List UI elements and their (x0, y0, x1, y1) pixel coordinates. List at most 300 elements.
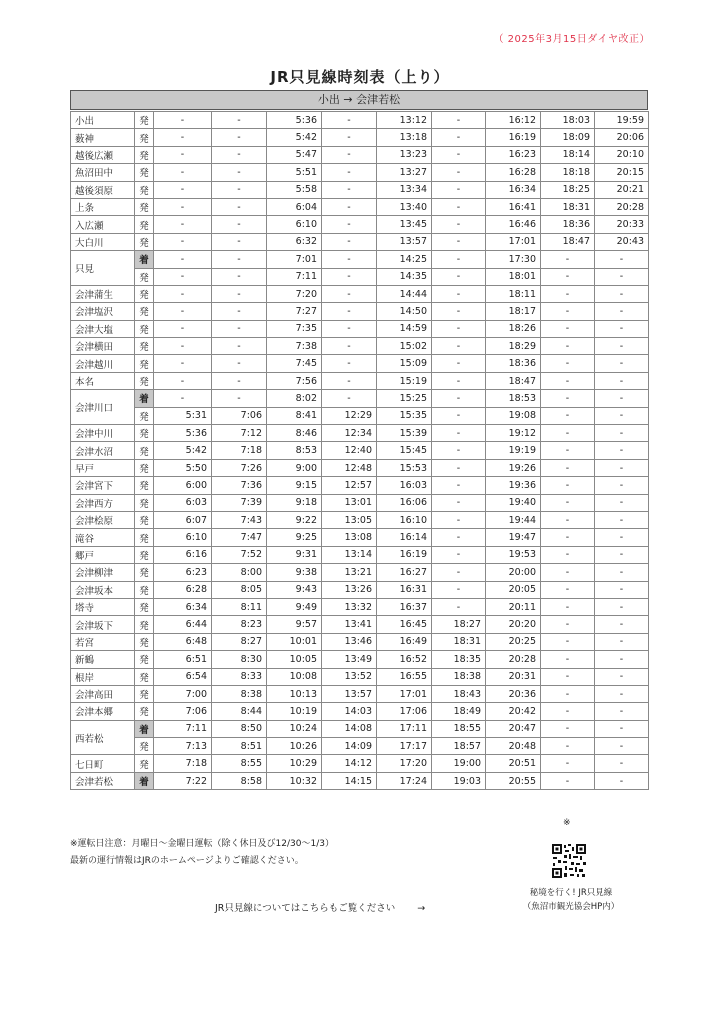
time-cell: 20:51 (486, 755, 541, 772)
time-cell: - (541, 303, 595, 320)
time-cell: 18:43 (432, 685, 486, 702)
time-cell: 18:11 (486, 285, 541, 302)
time-cell: 7:06 (212, 407, 267, 424)
table-row (71, 112, 649, 129)
time-cell: - (432, 303, 486, 320)
departure-marker: 発 (135, 668, 154, 685)
time-cell: 7:12 (212, 425, 267, 442)
time-cell: 7:47 (212, 529, 267, 546)
time-cell: 20:28 (486, 651, 541, 668)
time-cell: 16:37 (377, 598, 432, 615)
departure-marker: 発 (135, 598, 154, 615)
time-cell: 18:27 (432, 616, 486, 633)
time-cell: 18:53 (486, 390, 541, 407)
station-name: 会津若松 (71, 772, 135, 789)
time-cell: 10:01 (267, 633, 322, 650)
time-cell: - (541, 268, 595, 285)
time-cell: 12:29 (322, 407, 377, 424)
time-cell: - (212, 285, 267, 302)
time-cell: 5:36 (154, 425, 212, 442)
station-name: 塔寺 (71, 598, 135, 615)
operation-note: ※運転日注意：月曜日～金曜日運転（除く休日及び12/30～1/3） (70, 839, 334, 849)
time-cell: 14:03 (322, 703, 377, 720)
time-cell: 7:18 (212, 442, 267, 459)
time-cell: - (541, 755, 595, 772)
time-cell: - (212, 372, 267, 389)
time-cell: 9:43 (267, 581, 322, 598)
time-cell: 13:45 (377, 216, 432, 233)
station-name: 新鶴 (71, 651, 135, 668)
time-cell: - (595, 355, 649, 372)
timetable-body (71, 112, 649, 790)
time-cell: - (595, 425, 649, 442)
time-cell: - (595, 407, 649, 424)
departure-marker: 発 (135, 459, 154, 476)
time-cell: - (322, 129, 377, 146)
time-cell: 20:55 (486, 772, 541, 789)
time-cell: 6:10 (154, 529, 212, 546)
table-row (71, 390, 649, 407)
time-cell: 13:14 (322, 546, 377, 563)
time-cell: 16:55 (377, 668, 432, 685)
departure-marker: 発 (135, 738, 154, 755)
table-row (71, 494, 649, 511)
time-cell: - (432, 338, 486, 355)
time-cell: 6:48 (154, 633, 212, 650)
time-cell: - (541, 738, 595, 755)
time-cell: - (595, 651, 649, 668)
time-cell: 6:54 (154, 668, 212, 685)
table-row (71, 546, 649, 563)
time-cell: 18:35 (432, 651, 486, 668)
table-row (71, 146, 649, 163)
time-cell: - (595, 303, 649, 320)
time-cell: - (432, 425, 486, 442)
time-cell: - (595, 390, 649, 407)
table-row (71, 129, 649, 146)
time-cell: - (432, 320, 486, 337)
station-name: 郷戸 (71, 546, 135, 563)
time-cell: - (212, 390, 267, 407)
table-row (71, 251, 649, 268)
table-row (71, 338, 649, 355)
time-cell: 14:50 (377, 303, 432, 320)
time-cell: - (541, 668, 595, 685)
departure-marker: 発 (135, 285, 154, 302)
time-cell: 5:36 (267, 112, 322, 129)
time-cell: 18:09 (541, 129, 595, 146)
time-cell: 10:19 (267, 703, 322, 720)
arrival-marker: 着 (135, 390, 154, 407)
station-name: 会津本郷 (71, 703, 135, 720)
time-cell: - (212, 303, 267, 320)
time-cell: - (322, 233, 377, 250)
time-cell: - (541, 598, 595, 615)
time-cell: - (595, 338, 649, 355)
time-cell: 13:49 (322, 651, 377, 668)
time-cell: 17:11 (377, 720, 432, 737)
time-cell: 20:00 (486, 564, 541, 581)
time-cell: 20:48 (486, 738, 541, 755)
time-cell: - (432, 581, 486, 598)
station-name: 会津越川 (71, 355, 135, 372)
time-cell: 8:51 (212, 738, 267, 755)
table-row (71, 564, 649, 581)
time-cell: 8:38 (212, 685, 267, 702)
time-cell: - (154, 233, 212, 250)
time-cell: - (432, 598, 486, 615)
table-row (71, 616, 649, 633)
table-row (71, 355, 649, 372)
time-cell: - (541, 459, 595, 476)
time-cell: 10:08 (267, 668, 322, 685)
time-cell: 13:46 (322, 633, 377, 650)
station-name: 若宮 (71, 633, 135, 650)
time-cell: 13:08 (322, 529, 377, 546)
station-name: 会津中川 (71, 425, 135, 442)
time-cell: - (595, 581, 649, 598)
time-cell: 15:02 (377, 338, 432, 355)
time-cell: 20:06 (595, 129, 649, 146)
time-cell: - (595, 668, 649, 685)
station-name: 会津水沼 (71, 442, 135, 459)
time-cell: 7:13 (154, 738, 212, 755)
departure-marker: 発 (135, 755, 154, 772)
time-cell: - (541, 355, 595, 372)
time-cell: 12:57 (322, 477, 377, 494)
departure-marker: 発 (135, 268, 154, 285)
departure-marker: 発 (135, 129, 154, 146)
time-cell: 9:49 (267, 598, 322, 615)
time-cell: 18:55 (432, 720, 486, 737)
time-cell: - (541, 633, 595, 650)
time-cell: 16:14 (377, 529, 432, 546)
time-cell: - (154, 355, 212, 372)
time-cell: 8:46 (267, 425, 322, 442)
time-cell: 13:52 (322, 668, 377, 685)
time-cell: 18:36 (486, 355, 541, 372)
time-cell: - (432, 129, 486, 146)
time-cell: - (541, 720, 595, 737)
time-cell: 10:05 (267, 651, 322, 668)
time-cell: - (595, 546, 649, 563)
time-cell: - (212, 198, 267, 215)
time-cell: 7:38 (267, 338, 322, 355)
time-cell: 7:01 (267, 251, 322, 268)
time-cell: 16:23 (486, 146, 541, 163)
time-cell: - (595, 511, 649, 528)
time-cell: 5:42 (154, 442, 212, 459)
time-cell: 7:20 (267, 285, 322, 302)
time-cell: - (541, 442, 595, 459)
time-cell: - (541, 285, 595, 302)
time-cell: - (595, 459, 649, 476)
time-cell: 9:18 (267, 494, 322, 511)
time-cell: - (154, 198, 212, 215)
footer-link[interactable] (215, 900, 425, 914)
time-cell: 18:36 (541, 216, 595, 233)
departure-marker: 発 (135, 703, 154, 720)
time-cell: - (154, 320, 212, 337)
time-cell: 8:11 (212, 598, 267, 615)
time-cell: 7:26 (212, 459, 267, 476)
station-name: 会津横田 (71, 338, 135, 355)
time-cell: 18:26 (486, 320, 541, 337)
time-cell: 13:41 (322, 616, 377, 633)
station-name: 会津宮下 (71, 477, 135, 494)
time-cell: 10:32 (267, 772, 322, 789)
time-cell: 20:20 (486, 616, 541, 633)
station-name: 会津高田 (71, 685, 135, 702)
table-row (71, 268, 649, 285)
time-cell: - (432, 372, 486, 389)
station-name: 早戸 (71, 459, 135, 476)
time-cell: 6:00 (154, 477, 212, 494)
time-cell: - (595, 633, 649, 650)
time-cell: 7:18 (154, 755, 212, 772)
time-cell: - (595, 738, 649, 755)
time-cell: 8:23 (212, 616, 267, 633)
time-cell: 6:16 (154, 546, 212, 563)
time-cell: 16:46 (486, 216, 541, 233)
time-cell: 15:35 (377, 407, 432, 424)
departure-marker: 発 (135, 651, 154, 668)
time-cell: 7:11 (267, 268, 322, 285)
departure-marker: 発 (135, 546, 154, 563)
time-cell: 16:52 (377, 651, 432, 668)
time-cell: 14:08 (322, 720, 377, 737)
table-row (71, 703, 649, 720)
time-cell: 5:42 (267, 129, 322, 146)
departure-marker: 発 (135, 355, 154, 372)
qr-caption-sub: （魚沼市観光協会HP内） (522, 902, 620, 912)
time-cell: - (322, 390, 377, 407)
time-cell: 8:33 (212, 668, 267, 685)
departure-marker: 発 (135, 511, 154, 528)
time-cell: - (154, 164, 212, 181)
time-cell: 16:12 (486, 112, 541, 129)
time-cell: - (432, 477, 486, 494)
time-cell: - (154, 268, 212, 285)
time-cell: - (595, 477, 649, 494)
station-name: 大白川 (71, 233, 135, 250)
table-row (71, 668, 649, 685)
time-cell: 8:50 (212, 720, 267, 737)
time-cell: - (154, 216, 212, 233)
time-cell: - (322, 216, 377, 233)
time-cell: 17:17 (377, 738, 432, 755)
time-cell: - (154, 251, 212, 268)
time-cell: 5:51 (267, 164, 322, 181)
qr-caption-title: 秘境を行く! JR只見線 (529, 888, 613, 898)
time-cell: 10:13 (267, 685, 322, 702)
time-cell: - (212, 233, 267, 250)
time-cell: - (322, 355, 377, 372)
time-cell: 17:24 (377, 772, 432, 789)
time-cell: 5:50 (154, 459, 212, 476)
time-cell: - (595, 320, 649, 337)
station-name: 会津桧原 (71, 511, 135, 528)
time-cell: - (541, 390, 595, 407)
time-cell: - (432, 112, 486, 129)
time-cell: - (541, 407, 595, 424)
time-cell: 16:06 (377, 494, 432, 511)
table-row (71, 720, 649, 737)
departure-marker: 発 (135, 320, 154, 337)
station-name: 会津柳津 (71, 564, 135, 581)
table-row (71, 633, 649, 650)
time-cell: 18:31 (541, 198, 595, 215)
qr-code-icon[interactable] (551, 843, 587, 879)
time-cell: 8:00 (212, 564, 267, 581)
time-cell: - (595, 703, 649, 720)
time-cell: 20:11 (486, 598, 541, 615)
time-cell: - (432, 355, 486, 372)
time-cell: 18:03 (541, 112, 595, 129)
time-cell: - (212, 129, 267, 146)
qr-caption (506, 886, 636, 914)
time-cell: 20:36 (486, 685, 541, 702)
time-cell: 20:15 (595, 164, 649, 181)
time-cell: 18:47 (541, 233, 595, 250)
time-cell: 19:47 (486, 529, 541, 546)
time-cell: 10:26 (267, 738, 322, 755)
departure-marker: 発 (135, 198, 154, 215)
time-cell: 6:10 (267, 216, 322, 233)
time-cell: - (595, 755, 649, 772)
time-cell: 6:23 (154, 564, 212, 581)
time-cell: 9:38 (267, 564, 322, 581)
time-cell: 5:31 (154, 407, 212, 424)
time-cell: 16:27 (377, 564, 432, 581)
station-name: 根岸 (71, 668, 135, 685)
time-cell: - (154, 146, 212, 163)
table-row (71, 459, 649, 476)
time-cell: - (154, 181, 212, 198)
time-cell: 10:24 (267, 720, 322, 737)
time-cell: 8:05 (212, 581, 267, 598)
station-name: 会津塩沢 (71, 303, 135, 320)
time-cell: 19:26 (486, 459, 541, 476)
station-name: 魚沼田中 (71, 164, 135, 181)
time-cell: - (322, 146, 377, 163)
time-cell: 7:27 (267, 303, 322, 320)
departure-marker: 発 (135, 564, 154, 581)
table-row (71, 303, 649, 320)
table-row (71, 164, 649, 181)
time-cell: 13:26 (322, 581, 377, 598)
departure-marker: 発 (135, 616, 154, 633)
time-cell: - (541, 494, 595, 511)
time-cell: 10:29 (267, 755, 322, 772)
time-cell: - (595, 685, 649, 702)
time-cell: - (154, 338, 212, 355)
time-cell: - (154, 303, 212, 320)
time-cell: - (541, 703, 595, 720)
time-cell: 18:38 (432, 668, 486, 685)
time-cell: - (595, 598, 649, 615)
time-cell: 19:53 (486, 546, 541, 563)
departure-marker: 発 (135, 303, 154, 320)
time-cell: 19:08 (486, 407, 541, 424)
departure-marker: 発 (135, 494, 154, 511)
right-arrow-icon: → (417, 903, 426, 914)
time-cell: 15:53 (377, 459, 432, 476)
table-row (71, 320, 649, 337)
time-cell: - (212, 164, 267, 181)
time-cell: - (432, 390, 486, 407)
table-row (71, 442, 649, 459)
time-cell: 20:33 (595, 216, 649, 233)
table-row (71, 738, 649, 755)
time-cell: - (322, 112, 377, 129)
table-row (71, 216, 649, 233)
time-cell: 19:19 (486, 442, 541, 459)
table-row (71, 425, 649, 442)
departure-marker: 発 (135, 372, 154, 389)
station-name: 上条 (71, 198, 135, 215)
station-name: 滝谷 (71, 529, 135, 546)
departure-marker: 発 (135, 633, 154, 650)
time-cell: 6:51 (154, 651, 212, 668)
time-cell: - (541, 581, 595, 598)
table-row (71, 685, 649, 702)
time-cell: 7:39 (212, 494, 267, 511)
time-cell: 19:44 (486, 511, 541, 528)
time-cell: 13:57 (377, 233, 432, 250)
time-cell: 17:01 (377, 685, 432, 702)
time-cell: 13:32 (322, 598, 377, 615)
time-cell: - (541, 425, 595, 442)
time-cell: 18:25 (541, 181, 595, 198)
time-cell: 19:40 (486, 494, 541, 511)
arrival-marker: 着 (135, 772, 154, 789)
time-cell: - (541, 546, 595, 563)
time-cell: 19:36 (486, 477, 541, 494)
time-cell: - (541, 338, 595, 355)
time-cell: - (541, 772, 595, 789)
note-mark: ※ (563, 818, 571, 828)
station-name: 会津大塩 (71, 320, 135, 337)
time-cell: 13:40 (377, 198, 432, 215)
time-cell: - (154, 285, 212, 302)
time-cell: 16:03 (377, 477, 432, 494)
time-cell: 15:39 (377, 425, 432, 442)
table-row (71, 598, 649, 615)
time-cell: 8:53 (267, 442, 322, 459)
time-cell: 17:20 (377, 755, 432, 772)
time-cell: 20:43 (595, 233, 649, 250)
time-cell: 20:47 (486, 720, 541, 737)
departure-marker: 発 (135, 685, 154, 702)
station-name: 小出 (71, 112, 135, 129)
time-cell: - (595, 772, 649, 789)
time-cell: 9:57 (267, 616, 322, 633)
time-cell: 8:30 (212, 651, 267, 668)
time-cell: - (154, 112, 212, 129)
departure-marker: 発 (135, 338, 154, 355)
time-cell: - (595, 720, 649, 737)
time-cell: 18:14 (541, 146, 595, 163)
time-cell: 17:06 (377, 703, 432, 720)
time-cell: 20:28 (595, 198, 649, 215)
time-cell: 6:28 (154, 581, 212, 598)
time-cell: 16:10 (377, 511, 432, 528)
station-name: 西若松 (71, 720, 135, 755)
time-cell: 6:07 (154, 511, 212, 528)
time-cell: - (432, 546, 486, 563)
table-row (71, 529, 649, 546)
